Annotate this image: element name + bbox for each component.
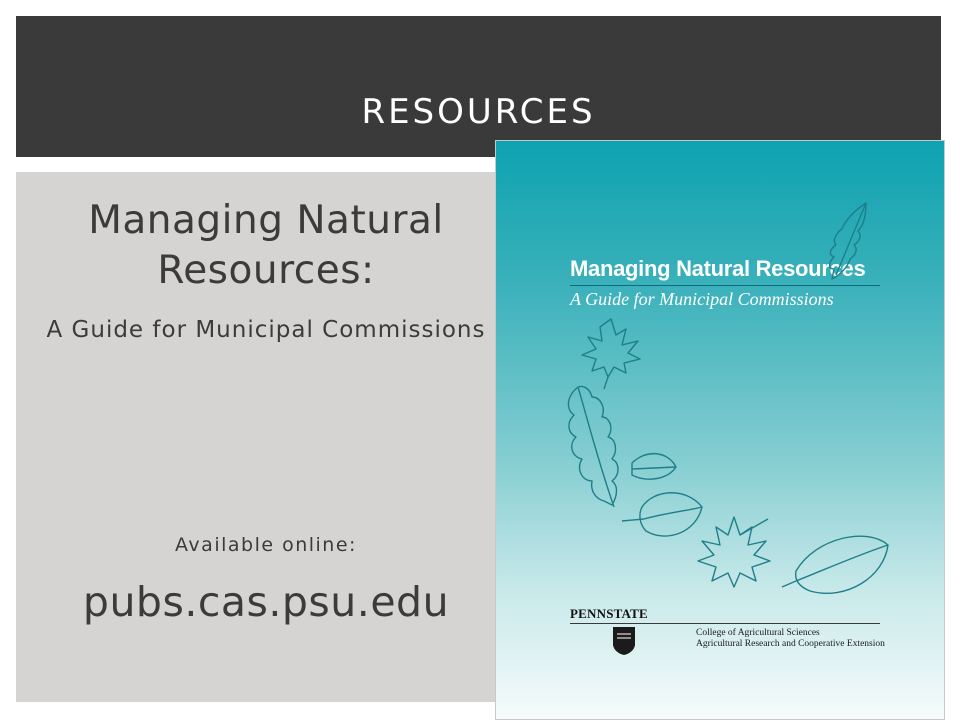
publication-subtitle: A Guide for Municipal Commissions	[46, 317, 486, 343]
slide-title: RESOURCES	[361, 92, 596, 132]
brand-rule	[570, 623, 880, 624]
penn-state-wordmark: PENNSTATE	[570, 606, 648, 621]
elm-leaf-icon	[782, 536, 888, 593]
college-info	[696, 628, 936, 650]
text-panel	[16, 172, 496, 702]
aspen-leaf-icon	[632, 454, 676, 480]
college-line-2: Agricultural Research and Cooperative Extension	[696, 639, 885, 649]
publication-title: Managing Natural Resources:	[88, 198, 444, 293]
publication-url: pubs.cas.psu.edu	[82, 578, 450, 626]
aspen-leaf-icon	[622, 493, 702, 536]
maple-leaf-icon	[698, 517, 770, 587]
book-cover-image	[496, 141, 944, 719]
oak-leaf-icon	[830, 203, 867, 279]
maple-leaf-icon	[582, 319, 640, 389]
oak-leaf-icon	[568, 386, 618, 507]
header-bar	[16, 16, 941, 157]
available-online-label: Available online:	[175, 534, 357, 556]
penn-state-shield-icon	[612, 626, 636, 656]
cover-subtitle: A Guide for Municipal Commissions	[570, 289, 834, 309]
cover-title: Managing Natural Resources	[570, 256, 866, 281]
college-line-1: College of Agricultural Sciences	[696, 628, 820, 638]
